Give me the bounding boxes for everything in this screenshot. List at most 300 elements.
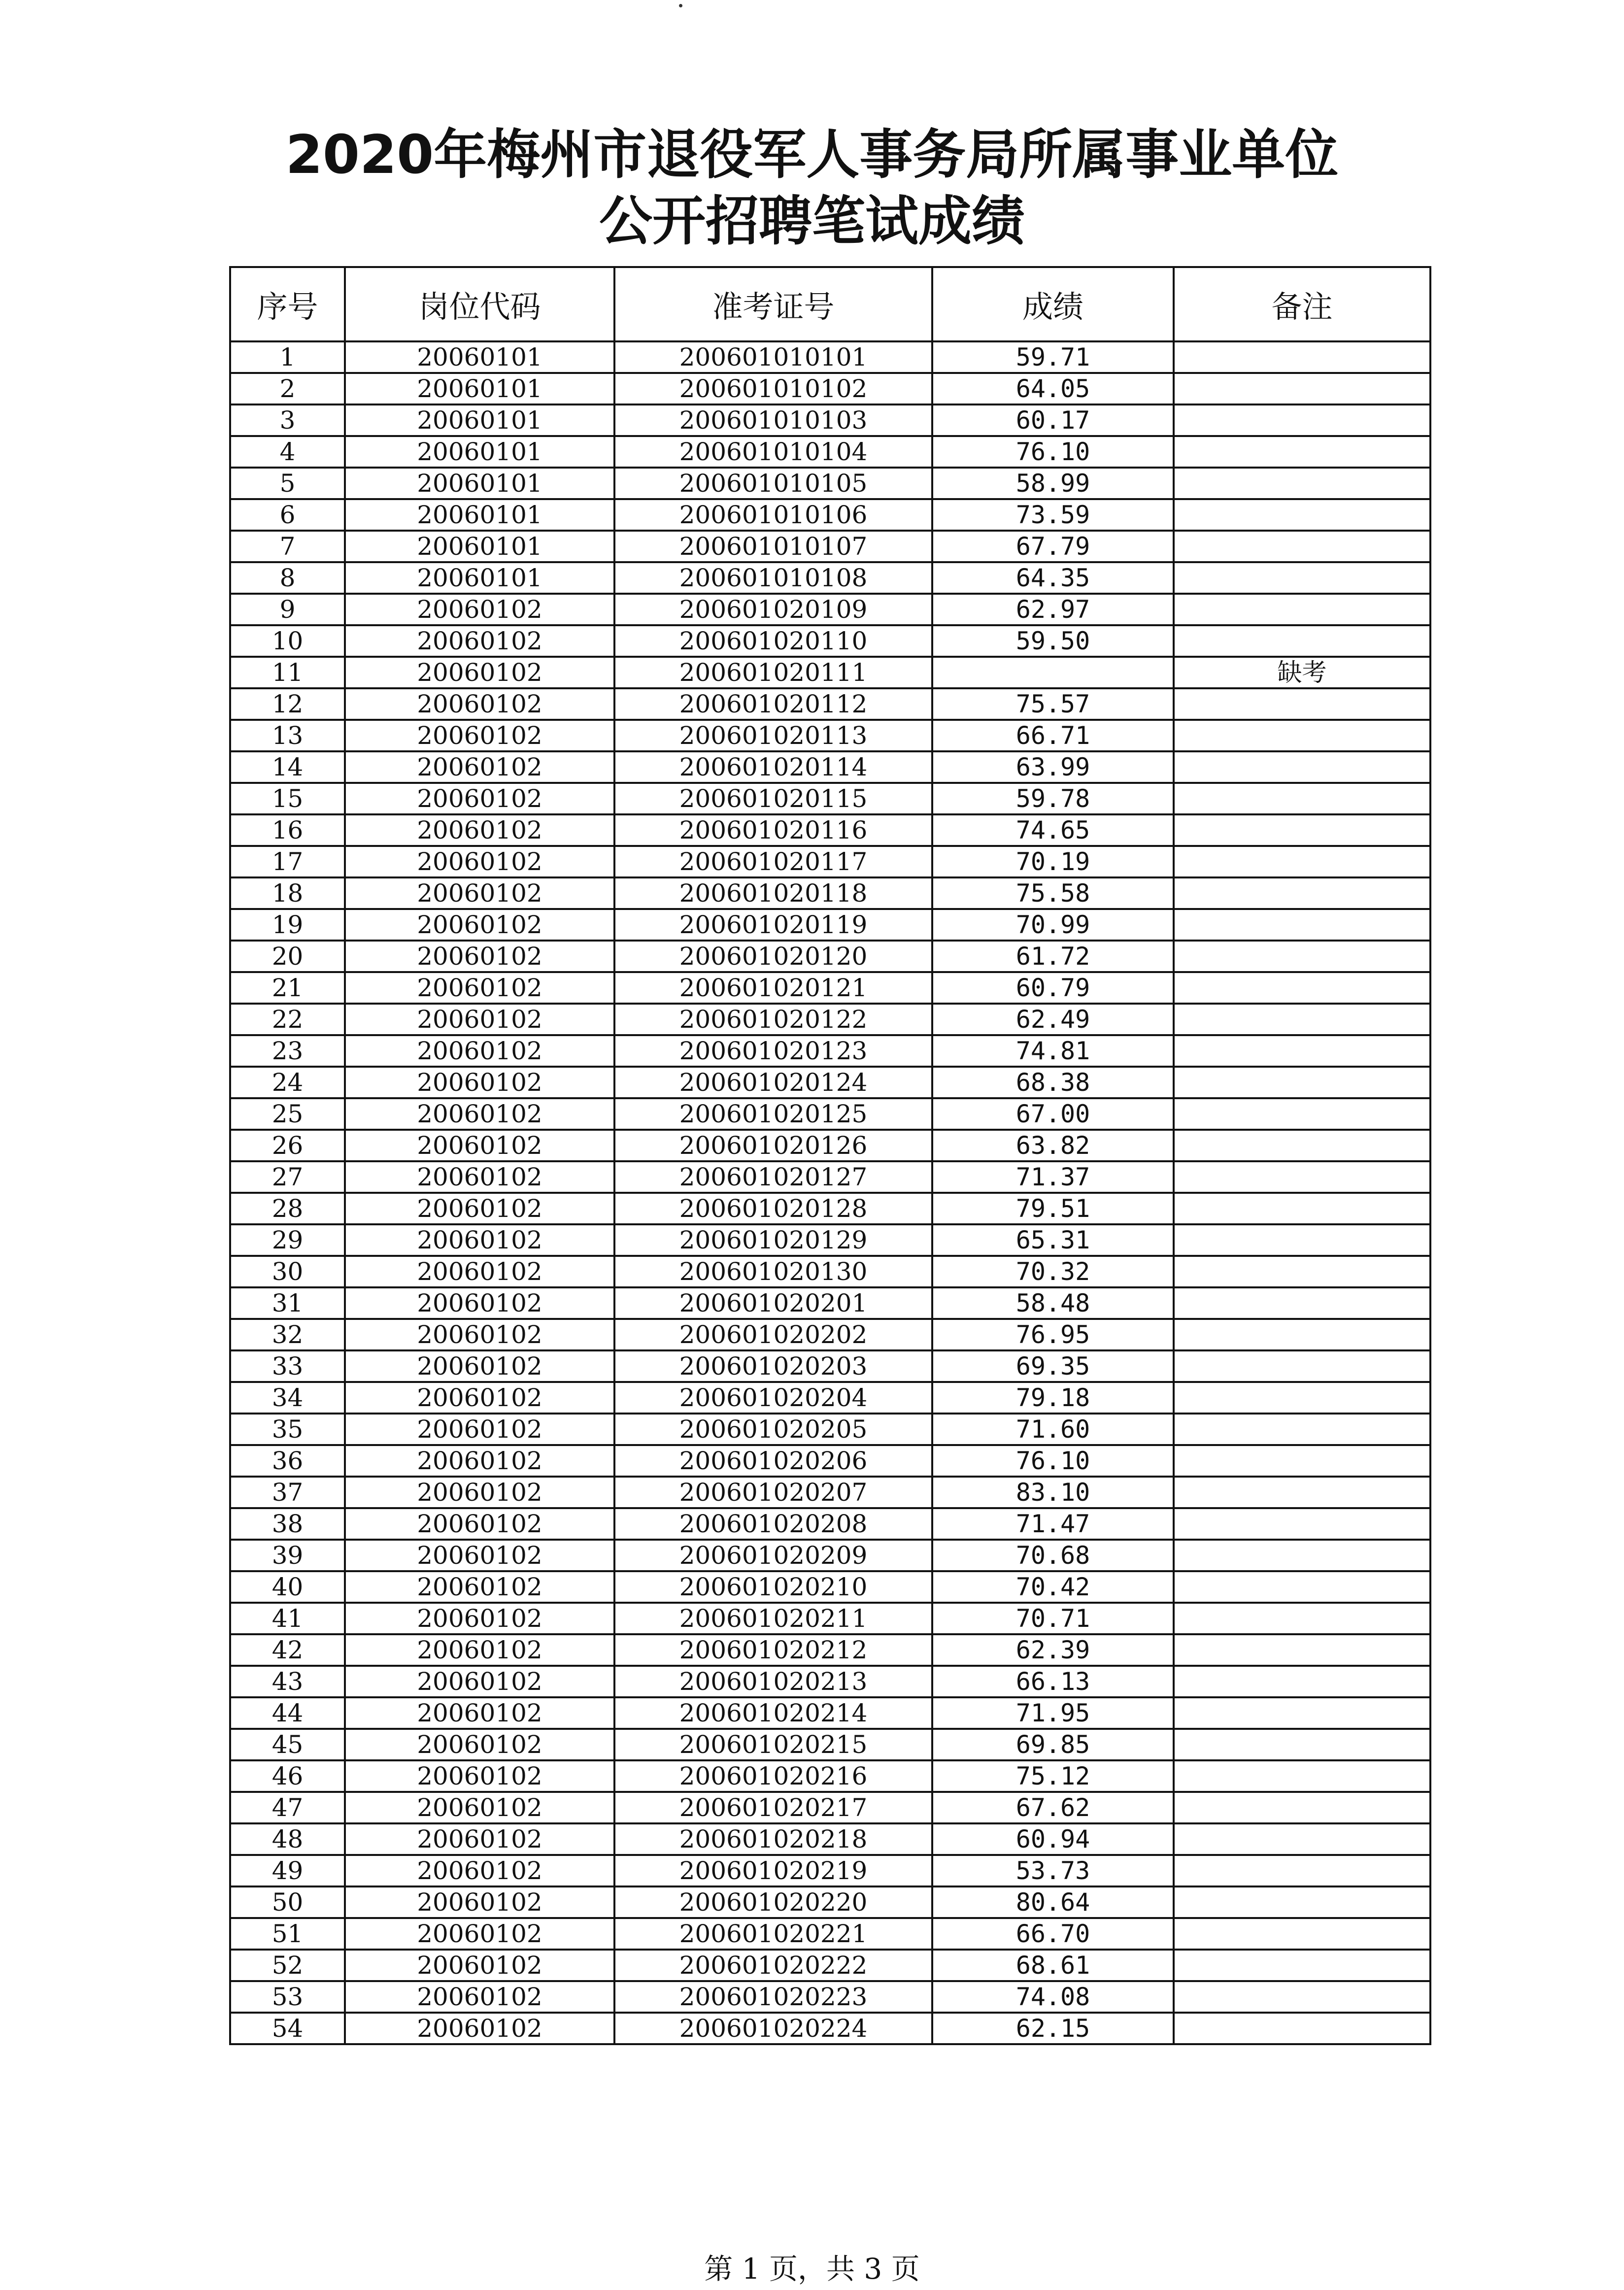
cell-remarks: [1174, 1540, 1430, 1571]
cell-index: 43: [230, 1666, 345, 1697]
cell-admission-number: 200601020201: [614, 1287, 932, 1319]
cell-remarks: [1174, 1950, 1430, 1981]
cell-index: 14: [230, 751, 345, 783]
cell-position-code: 20060102: [345, 1382, 614, 1414]
cell-position-code: 20060102: [345, 1918, 614, 1950]
table-row: [230, 1792, 1430, 1823]
table-row: [230, 1477, 1430, 1508]
table-row: [230, 1823, 1430, 1855]
cell-position-code: 20060102: [345, 1414, 614, 1445]
cell-remarks: [1174, 1571, 1430, 1603]
cell-index: 51: [230, 1918, 345, 1950]
cell-admission-number: 200601020129: [614, 1224, 932, 1256]
cell-position-code: 20060102: [345, 720, 614, 751]
cell-position-code: 20060102: [345, 783, 614, 814]
cell-admission-number: 200601020221: [614, 1918, 932, 1950]
table-row: [230, 1634, 1430, 1666]
cell-index: 47: [230, 1792, 345, 1823]
cell-score: 83.10: [932, 1477, 1174, 1508]
cell-position-code: 20060102: [345, 1729, 614, 1760]
cell-position-code: 20060102: [345, 1130, 614, 1161]
cell-admission-number: 200601010106: [614, 499, 932, 531]
cell-remarks: [1174, 1414, 1430, 1445]
cell-admission-number: 200601020128: [614, 1193, 932, 1224]
cell-index: 38: [230, 1508, 345, 1540]
cell-score: 79.51: [932, 1193, 1174, 1224]
cell-admission-number: 200601020124: [614, 1067, 932, 1098]
cell-admission-number: 200601020215: [614, 1729, 932, 1760]
table-row: [230, 1350, 1430, 1382]
cell-admission-number: 200601020208: [614, 1508, 932, 1540]
cell-remarks: [1174, 594, 1430, 625]
cell-score: 58.48: [932, 1287, 1174, 1319]
cell-remarks: [1174, 341, 1430, 373]
cell-index: 30: [230, 1256, 345, 1287]
table-row: [230, 1571, 1430, 1603]
cell-score: 70.99: [932, 909, 1174, 941]
table-row: [230, 1098, 1430, 1130]
cell-remarks: [1174, 468, 1430, 499]
cell-remarks: [1174, 909, 1430, 941]
cell-index: 13: [230, 720, 345, 751]
table-row: [230, 1067, 1430, 1098]
cell-position-code: 20060101: [345, 373, 614, 404]
cell-remarks: [1174, 1130, 1430, 1161]
cell-remarks: [1174, 814, 1430, 846]
table-row: [230, 1697, 1430, 1729]
cell-admission-number: 200601020121: [614, 972, 932, 1004]
cell-score: 74.08: [932, 1981, 1174, 2013]
cell-remarks: [1174, 1634, 1430, 1666]
cell-score: 71.95: [932, 1697, 1174, 1729]
cell-remarks: [1174, 941, 1430, 972]
table-row: [230, 341, 1430, 373]
cell-position-code: 20060102: [345, 846, 614, 877]
table-row: [230, 531, 1430, 562]
cell-position-code: 20060102: [345, 1540, 614, 1571]
cell-index: 19: [230, 909, 345, 941]
cell-score: 66.70: [932, 1918, 1174, 1950]
cell-index: 35: [230, 1414, 345, 1445]
cell-index: 41: [230, 1603, 345, 1634]
cell-remarks: [1174, 1729, 1430, 1760]
cell-position-code: 20060102: [345, 1666, 614, 1697]
cell-index: 7: [230, 531, 345, 562]
cell-score: 62.97: [932, 594, 1174, 625]
table-row: [230, 1414, 1430, 1445]
cell-position-code: 20060102: [345, 625, 614, 657]
cell-admission-number: 200601020207: [614, 1477, 932, 1508]
cell-remarks: [1174, 1603, 1430, 1634]
cell-admission-number: 200601020130: [614, 1256, 932, 1287]
cell-index: 2: [230, 373, 345, 404]
cell-index: 34: [230, 1382, 345, 1414]
cell-score: 59.78: [932, 783, 1174, 814]
cell-position-code: 20060101: [345, 499, 614, 531]
cell-index: 53: [230, 1981, 345, 2013]
cell-index: 15: [230, 783, 345, 814]
cell-position-code: 20060102: [345, 814, 614, 846]
cell-score: 71.60: [932, 1414, 1174, 1445]
cell-score: 60.17: [932, 404, 1174, 436]
cell-index: 48: [230, 1823, 345, 1855]
cell-admission-number: 200601020216: [614, 1760, 932, 1792]
cell-score: 62.39: [932, 1634, 1174, 1666]
cell-admission-number: 200601020113: [614, 720, 932, 751]
cell-score: 79.18: [932, 1382, 1174, 1414]
cell-position-code: 20060102: [345, 1886, 614, 1918]
cell-position-code: 20060102: [345, 941, 614, 972]
cell-position-code: 20060102: [345, 1571, 614, 1603]
cell-admission-number: 200601020109: [614, 594, 932, 625]
header-position-code: 岗位代码: [345, 267, 614, 341]
cell-index: 23: [230, 1035, 345, 1067]
table-row: [230, 657, 1430, 688]
table-row: [230, 625, 1430, 657]
cell-index: 11: [230, 657, 345, 688]
cell-score: 59.50: [932, 625, 1174, 657]
cell-score: 62.49: [932, 1004, 1174, 1035]
cell-position-code: 20060102: [345, 751, 614, 783]
cell-position-code: 20060102: [345, 1004, 614, 1035]
table-row: [230, 1760, 1430, 1792]
cell-index: 32: [230, 1319, 345, 1350]
cell-index: 10: [230, 625, 345, 657]
cell-index: 8: [230, 562, 345, 594]
header-admission-number: 准考证号: [614, 267, 932, 341]
cell-remarks: [1174, 751, 1430, 783]
cell-position-code: 20060102: [345, 972, 614, 1004]
cell-admission-number: 200601020220: [614, 1886, 932, 1918]
cell-admission-number: 200601020205: [614, 1414, 932, 1445]
table-row: [230, 1224, 1430, 1256]
cell-admission-number: 200601020123: [614, 1035, 932, 1067]
cell-index: 26: [230, 1130, 345, 1161]
cell-admission-number: 200601010102: [614, 373, 932, 404]
cell-score: 71.37: [932, 1161, 1174, 1193]
page-subtitle: 公开招聘笔试成绩: [599, 191, 1025, 252]
cell-remarks: [1174, 1098, 1430, 1130]
cell-index: 28: [230, 1193, 345, 1224]
cell-position-code: 20060102: [345, 1035, 614, 1067]
cell-index: 16: [230, 814, 345, 846]
cell-position-code: 20060102: [345, 1224, 614, 1256]
cell-remarks: [1174, 562, 1430, 594]
cell-admission-number: 200601020112: [614, 688, 932, 720]
cell-admission-number: 200601020213: [614, 1666, 932, 1697]
table-row: [230, 909, 1430, 941]
cell-remarks: [1174, 1792, 1430, 1823]
cell-remarks: [1174, 1823, 1430, 1855]
cell-admission-number: 200601020218: [614, 1823, 932, 1855]
cell-index: 29: [230, 1224, 345, 1256]
cell-remarks: [1174, 1666, 1430, 1697]
cell-admission-number: 200601020210: [614, 1571, 932, 1603]
cell-remarks: [1174, 499, 1430, 531]
header-index: 序号: [230, 267, 345, 341]
cell-score: 67.79: [932, 531, 1174, 562]
cell-score: 62.15: [932, 2013, 1174, 2044]
cell-position-code: 20060102: [345, 1855, 614, 1886]
cell-admission-number: 200601020224: [614, 2013, 932, 2044]
header-score: 成绩: [932, 267, 1174, 341]
cell-index: 54: [230, 2013, 345, 2044]
cell-score: 68.38: [932, 1067, 1174, 1098]
cell-admission-number: 200601010101: [614, 341, 932, 373]
cell-position-code: 20060102: [345, 1981, 614, 2013]
cell-index: 42: [230, 1634, 345, 1666]
cell-position-code: 20060102: [345, 594, 614, 625]
cell-remarks: [1174, 1382, 1430, 1414]
cell-score: 63.99: [932, 751, 1174, 783]
cell-admission-number: 200601020114: [614, 751, 932, 783]
table-row: [230, 1729, 1430, 1760]
cell-index: 4: [230, 436, 345, 468]
cell-index: 9: [230, 594, 345, 625]
cell-score: 73.59: [932, 499, 1174, 531]
cell-position-code: 20060102: [345, 909, 614, 941]
cell-remarks: [1174, 373, 1430, 404]
cell-index: 50: [230, 1886, 345, 1918]
cell-admission-number: 200601010108: [614, 562, 932, 594]
cell-position-code: 20060102: [345, 1508, 614, 1540]
table-row: [230, 2013, 1430, 2044]
cell-position-code: 20060102: [345, 1098, 614, 1130]
cell-index: 39: [230, 1540, 345, 1571]
cell-remarks: [1174, 720, 1430, 751]
cell-admission-number: 200601020203: [614, 1350, 932, 1382]
cell-admission-number: 200601010105: [614, 468, 932, 499]
cell-admission-number: 200601020211: [614, 1603, 932, 1634]
cell-index: 37: [230, 1477, 345, 1508]
cell-score: 80.64: [932, 1886, 1174, 1918]
cell-index: 46: [230, 1760, 345, 1792]
cell-admission-number: 200601010107: [614, 531, 932, 562]
cell-score: 71.47: [932, 1508, 1174, 1540]
cell-admission-number: 200601020222: [614, 1950, 932, 1981]
table-row: [230, 562, 1430, 594]
table-row: [230, 720, 1430, 751]
cell-index: 12: [230, 688, 345, 720]
cell-remarks: [1174, 688, 1430, 720]
cell-remarks: [1174, 783, 1430, 814]
cell-score: 67.00: [932, 1098, 1174, 1130]
cell-score: 64.05: [932, 373, 1174, 404]
cell-score: 75.12: [932, 1760, 1174, 1792]
cell-remarks: [1174, 877, 1430, 909]
cell-position-code: 20060102: [345, 1760, 614, 1792]
table-header-row: [230, 267, 1430, 341]
cell-position-code: 20060102: [345, 1445, 614, 1477]
table-row: [230, 751, 1430, 783]
cell-score: 60.94: [932, 1823, 1174, 1855]
table-row: [230, 1918, 1430, 1950]
cell-admission-number: 200601020122: [614, 1004, 932, 1035]
cell-score: 70.71: [932, 1603, 1174, 1634]
cell-position-code: 20060102: [345, 1256, 614, 1287]
table-row: [230, 594, 1430, 625]
cell-admission-number: 200601020110: [614, 625, 932, 657]
cell-score: 63.82: [932, 1130, 1174, 1161]
table-row: [230, 1382, 1430, 1414]
cell-remarks: [1174, 972, 1430, 1004]
cell-index: 3: [230, 404, 345, 436]
table-row: [230, 1035, 1430, 1067]
cell-position-code: 20060102: [345, 1193, 614, 1224]
cell-score: 59.71: [932, 341, 1174, 373]
cell-remarks: [1174, 1161, 1430, 1193]
table-row: [230, 404, 1430, 436]
cell-score: 70.32: [932, 1256, 1174, 1287]
cell-index: 20: [230, 941, 345, 972]
cell-remarks: [1174, 1224, 1430, 1256]
cell-score: 68.61: [932, 1950, 1174, 1981]
cell-index: 33: [230, 1350, 345, 1382]
cell-index: 1: [230, 341, 345, 373]
cell-position-code: 20060102: [345, 688, 614, 720]
cell-admission-number: 200601020125: [614, 1098, 932, 1130]
cell-remarks: [1174, 1855, 1430, 1886]
cell-remarks: [1174, 1918, 1430, 1950]
cell-index: 49: [230, 1855, 345, 1886]
cell-remarks: [1174, 625, 1430, 657]
cell-score: 69.35: [932, 1350, 1174, 1382]
cell-admission-number: 200601010104: [614, 436, 932, 468]
table-row: [230, 1603, 1430, 1634]
cell-position-code: 20060102: [345, 1067, 614, 1098]
cell-score: 67.62: [932, 1792, 1174, 1823]
table-row: [230, 1287, 1430, 1319]
table-row: [230, 1130, 1430, 1161]
cell-score: 76.10: [932, 1445, 1174, 1477]
cell-admission-number: 200601020111: [614, 657, 932, 688]
cell-admission-number: 200601020117: [614, 846, 932, 877]
cell-index: 25: [230, 1098, 345, 1130]
cell-remarks: [1174, 1256, 1430, 1287]
table-row: [230, 373, 1430, 404]
table-row: [230, 468, 1430, 499]
cell-admission-number: 200601020204: [614, 1382, 932, 1414]
cell-remarks: [1174, 2013, 1430, 2044]
table-row: [230, 1004, 1430, 1035]
cell-admission-number: 200601020214: [614, 1697, 932, 1729]
cell-admission-number: 200601020217: [614, 1792, 932, 1823]
cell-admission-number: 200601020127: [614, 1161, 932, 1193]
table-row: [230, 1508, 1430, 1540]
header-remarks: 备注: [1174, 267, 1430, 341]
cell-position-code: 20060101: [345, 404, 614, 436]
cell-remarks: [1174, 1350, 1430, 1382]
cell-remarks: [1174, 1035, 1430, 1067]
cell-remarks: [1174, 1004, 1430, 1035]
cell-remarks: [1174, 404, 1430, 436]
table-row: [230, 877, 1430, 909]
cell-score: 66.13: [932, 1666, 1174, 1697]
cell-index: 36: [230, 1445, 345, 1477]
cell-position-code: 20060102: [345, 1287, 614, 1319]
cell-remarks: [1174, 1319, 1430, 1350]
cell-index: 6: [230, 499, 345, 531]
cell-position-code: 20060102: [345, 1350, 614, 1382]
table-row: [230, 783, 1430, 814]
cell-score: 70.68: [932, 1540, 1174, 1571]
cell-position-code: 20060102: [345, 1161, 614, 1193]
cell-admission-number: 200601020119: [614, 909, 932, 941]
table-row: [230, 972, 1430, 1004]
cell-score: 61.72: [932, 941, 1174, 972]
table-row: [230, 499, 1430, 531]
cell-admission-number: 200601020202: [614, 1319, 932, 1350]
cell-index: 18: [230, 877, 345, 909]
cell-position-code: 20060102: [345, 1319, 614, 1350]
cell-index: 52: [230, 1950, 345, 1981]
cell-position-code: 20060101: [345, 531, 614, 562]
cell-index: 22: [230, 1004, 345, 1035]
cell-remarks: [1174, 1760, 1430, 1792]
cell-remarks: [1174, 1287, 1430, 1319]
cell-admission-number: 200601020223: [614, 1981, 932, 2013]
cell-score: 75.57: [932, 688, 1174, 720]
table-row: [230, 1666, 1430, 1697]
table-row: [230, 1540, 1430, 1571]
scan-speck: [679, 4, 682, 7]
cell-admission-number: 200601020116: [614, 814, 932, 846]
cell-admission-number: 200601020126: [614, 1130, 932, 1161]
table-row: [230, 941, 1430, 972]
cell-admission-number: 200601020118: [614, 877, 932, 909]
cell-score: 69.85: [932, 1729, 1174, 1760]
cell-score: 66.71: [932, 720, 1174, 751]
cell-admission-number: 200601020206: [614, 1445, 932, 1477]
table-row: [230, 1950, 1430, 1981]
cell-remarks: [1174, 1067, 1430, 1098]
cell-index: 44: [230, 1697, 345, 1729]
cell-score: 70.42: [932, 1571, 1174, 1603]
cell-score: 76.95: [932, 1319, 1174, 1350]
cell-position-code: 20060102: [345, 1697, 614, 1729]
cell-admission-number: 200601010103: [614, 404, 932, 436]
cell-index: 27: [230, 1161, 345, 1193]
cell-index: 31: [230, 1287, 345, 1319]
table-row: [230, 1886, 1430, 1918]
cell-remarks: [1174, 531, 1430, 562]
cell-remarks: [1174, 1477, 1430, 1508]
cell-score: 74.81: [932, 1035, 1174, 1067]
cell-remarks: [1174, 1886, 1430, 1918]
table-row: [230, 1319, 1430, 1350]
cell-score: 70.19: [932, 846, 1174, 877]
table-row: [230, 846, 1430, 877]
cell-remarks: [1174, 1697, 1430, 1729]
cell-index: 5: [230, 468, 345, 499]
cell-position-code: 20060102: [345, 1823, 614, 1855]
table-row: [230, 1445, 1430, 1477]
cell-index: 21: [230, 972, 345, 1004]
cell-remarks: [1174, 1445, 1430, 1477]
cell-index: 24: [230, 1067, 345, 1098]
table-row: [230, 1981, 1430, 2013]
table-row: [230, 1161, 1430, 1193]
cell-position-code: 20060102: [345, 1950, 614, 1981]
cell-position-code: 20060102: [345, 2013, 614, 2044]
cell-remarks: [1174, 436, 1430, 468]
table-row: [230, 436, 1430, 468]
table-row: [230, 1193, 1430, 1224]
cell-score: 76.10: [932, 436, 1174, 468]
cell-position-code: 20060102: [345, 657, 614, 688]
cell-score: 64.35: [932, 562, 1174, 594]
cell-position-code: 20060101: [345, 341, 614, 373]
